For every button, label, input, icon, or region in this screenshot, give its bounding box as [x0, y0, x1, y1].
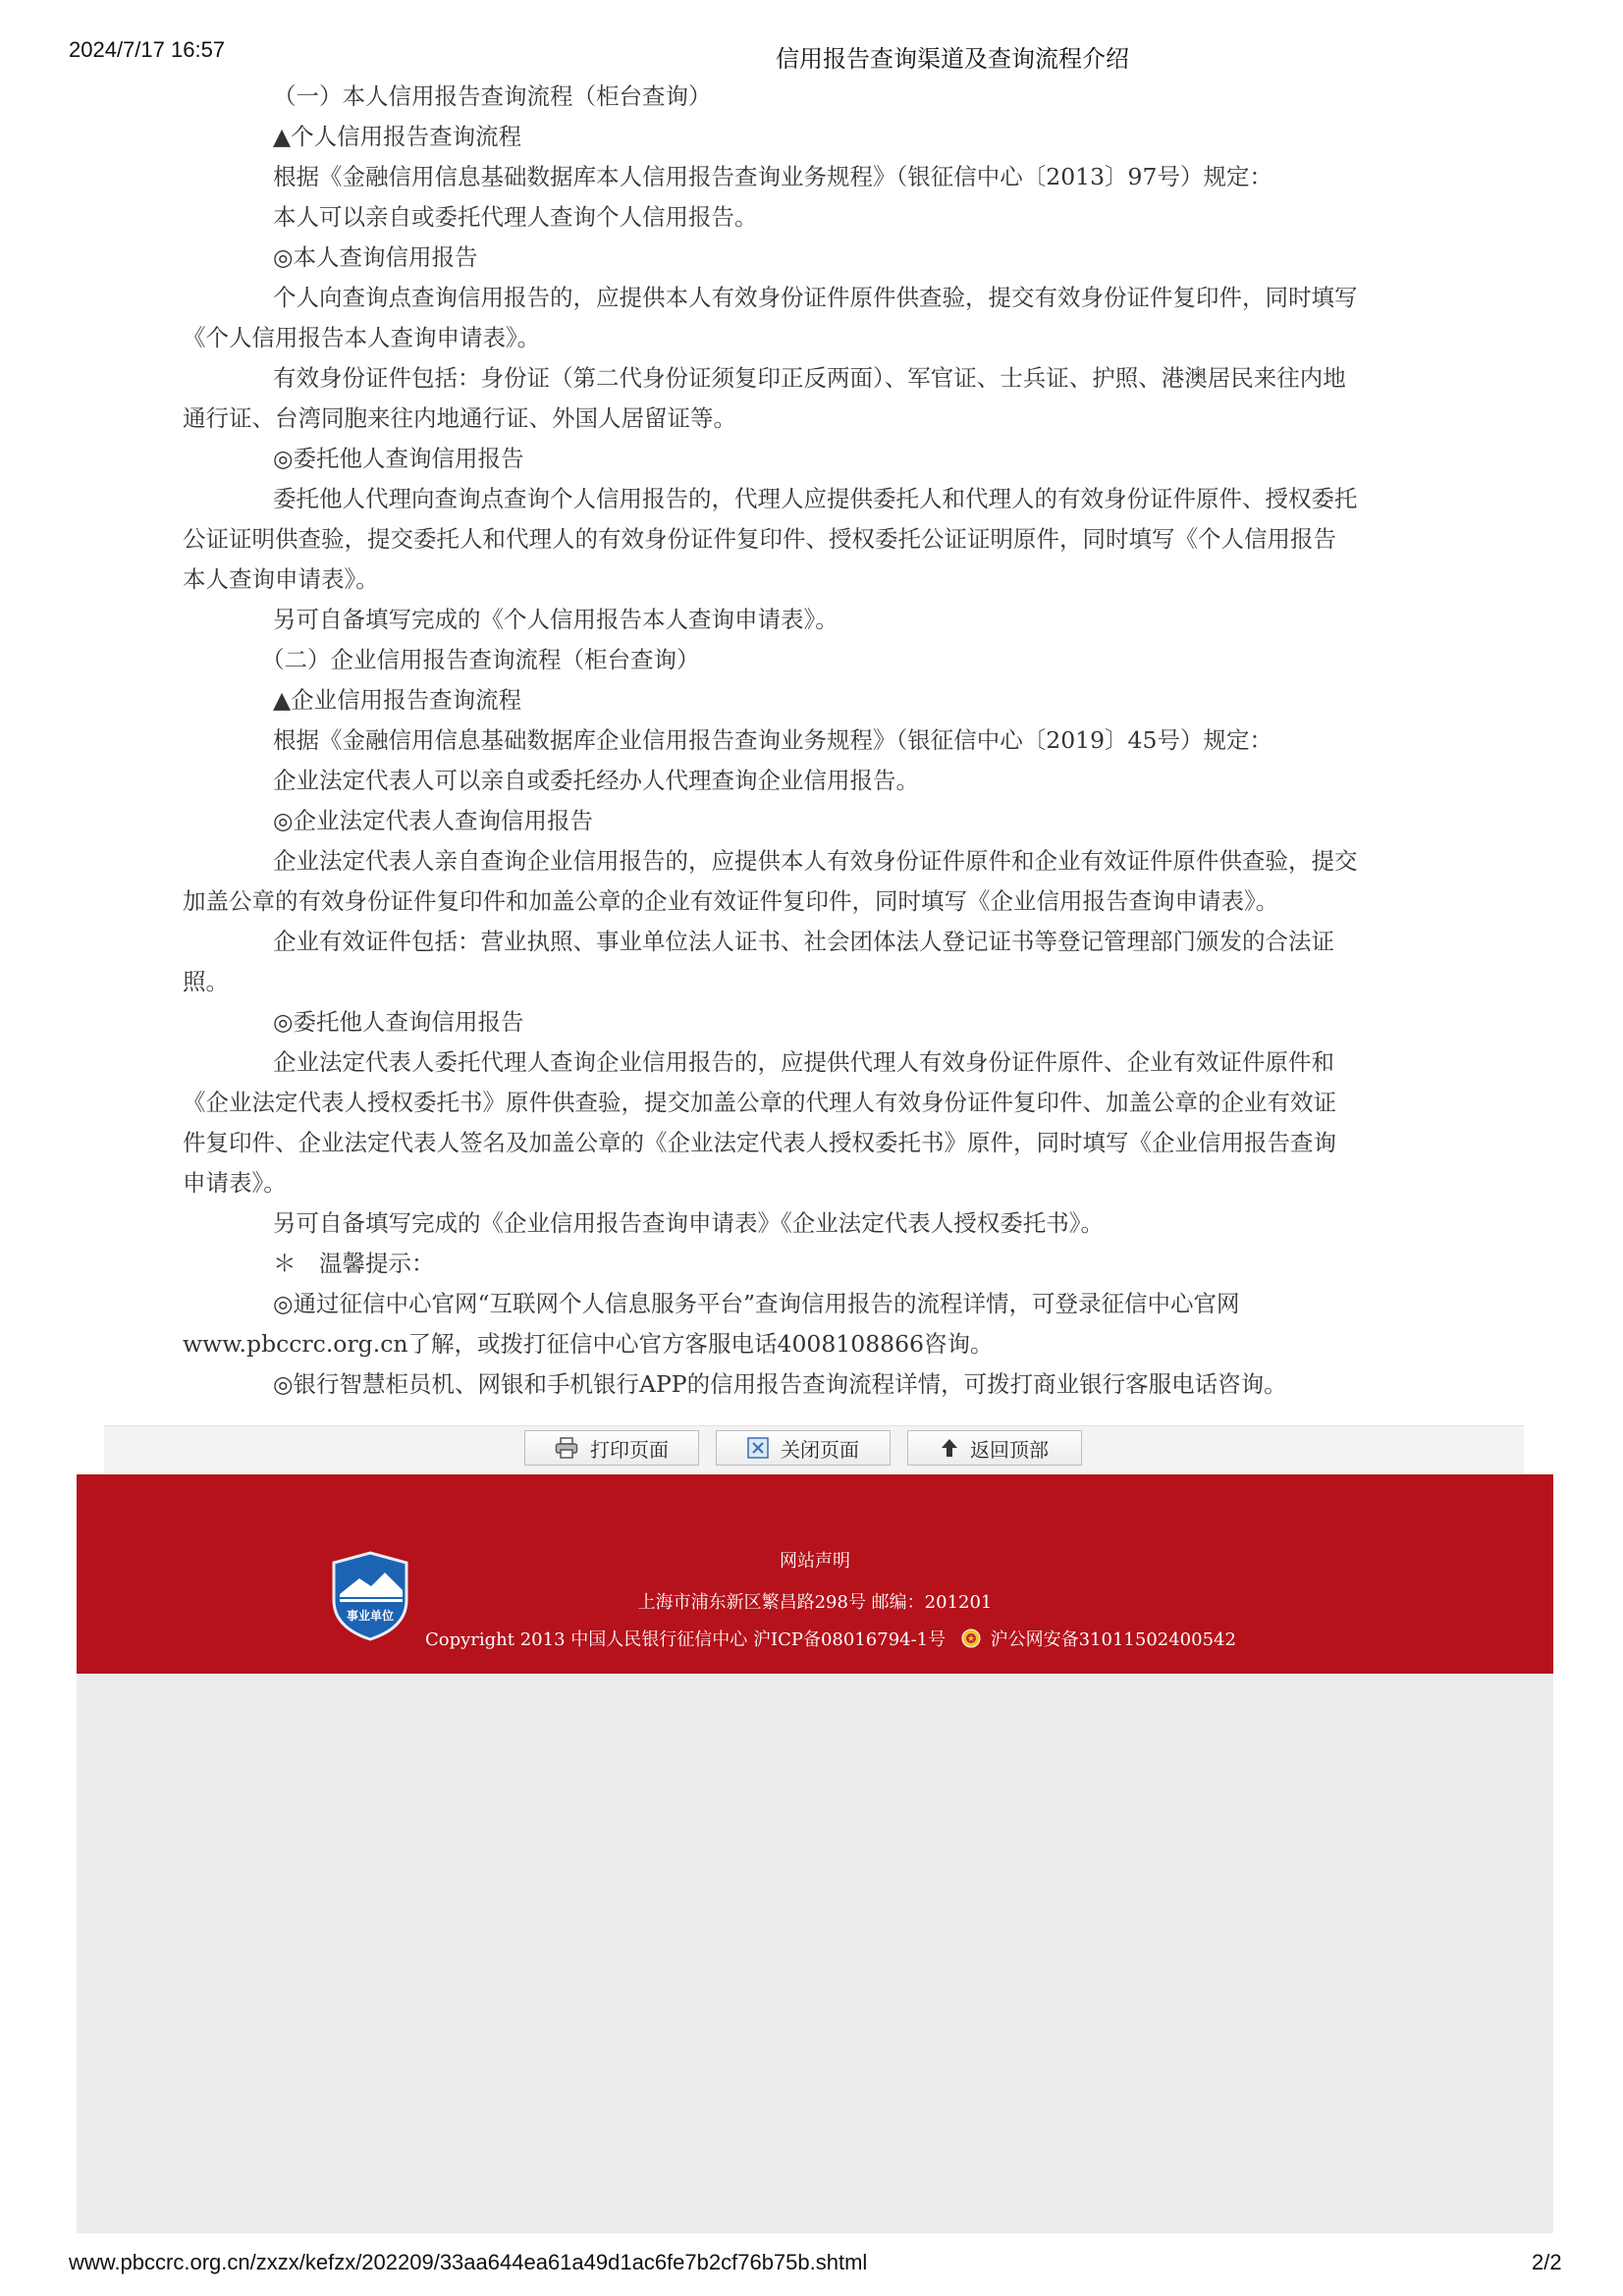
police-emblem-icon [961, 1629, 981, 1648]
empty-page-area [77, 1674, 1553, 2233]
section-heading: （一）本人信用报告查询流程（柜台查询） [273, 82, 712, 110]
paragraph-continued: 通行证、台湾同胞来往内地通行证、外国人居留证等。 [183, 404, 736, 432]
site-statement-link[interactable]: 网站声明 [780, 1551, 850, 1572]
print-footer-url: www.pbccrc.org.cn/zxzx/kefzx/202209/33aa644ea61a49d1ac6fe7b2cf76b75b.shtml [69, 2250, 868, 2274]
paragraph-continued: www.pbccrc.org.cn了解，或拨打征信中心官方客服电话4008108866咨询。 [183, 1330, 994, 1358]
page-toolbar [104, 1425, 1524, 1473]
paragraph: 另可自备填写完成的《个人信用报告本人查询申请表》。 [273, 606, 839, 633]
subsection-heading: ◎本人查询信用报告 [273, 243, 478, 271]
paragraph: 另可自备填写完成的《企业信用报告查询申请表》《企业法定代表人授权委托书》。 [273, 1209, 1104, 1237]
close-page-button[interactable] [716, 1430, 891, 1466]
paragraph: 委托他人代理向查询点查询个人信用报告的，代理人应提供委托人和代理人的有效身份证件原件、授权委托 [273, 485, 1358, 512]
footer-copyright: Copyright 2013 中国人民银行征信中心 沪ICP备08016794-1号 [425, 1629, 947, 1650]
section-heading: （二）企业信用报告查询流程（柜台查询） [261, 646, 700, 673]
paragraph: 企业有效证件包括：营业执照、事业单位法人证书、社会团体法人登记证书等登记管理部门颁发的合法证 [273, 928, 1334, 955]
paragraph: 企业法定代表人亲自查询企业信用报告的，应提供本人有效身份证件原件和企业有效证件原件供查验，提交 [273, 847, 1358, 875]
close-window-icon [747, 1437, 769, 1459]
back-to-top-label: 返回顶部 [970, 1437, 1049, 1462]
paragraph: 个人向查询点查询信用报告的，应提供本人有效身份证件原件供查验，提交有效身份证件复印件，同时填写 [273, 284, 1358, 311]
print-header-title: 信用报告查询渠道及查询流程介绍 [776, 45, 1129, 73]
paragraph: 根据《金融信用信息基础数据库本人信用报告查询业务规程》（银征信中心〔2013〕97号）规定： [273, 163, 1272, 190]
site-footer [77, 1474, 1553, 1674]
back-to-top-button[interactable] [907, 1430, 1082, 1466]
print-page-button[interactable] [524, 1430, 699, 1466]
paragraph: 企业法定代表人委托代理人查询企业信用报告的，应提供代理人有效身份证件原件、企业有效证件原件和 [273, 1048, 1334, 1076]
paragraph: 企业法定代表人可以亲自或委托经办人代理查询企业信用报告。 [273, 767, 919, 794]
paragraph-continued: 《企业法定代表人授权委托书》原件供查验，提交加盖公章的代理人有效身份证件复印件、加盖公章的企业有效证 [183, 1089, 1336, 1116]
subsection-heading: ▲企业信用报告查询流程 [273, 686, 522, 714]
print-page-label: 打印页面 [590, 1437, 669, 1462]
paragraph: 本人可以亲自或委托代理人查询个人信用报告。 [273, 203, 758, 231]
printer-icon [555, 1437, 578, 1459]
badge-text: 事业单位 [346, 1609, 395, 1623]
paragraph-continued: 公证证明供查验，提交委托人和代理人的有效身份证件复印件、授权委托公证证明原件，同时填写《个人信用报告 [183, 525, 1336, 553]
close-page-label: 关闭页面 [781, 1437, 859, 1462]
paragraph: 有效身份证件包括：身份证（第二代身份证须复印正反两面）、军官证、士兵证、护照、港澳居民来往内地 [273, 364, 1346, 392]
tip-item: ◎银行智慧柜员机、网银和手机银行APP的信用报告查询流程详情，可拨打商业银行客服电话咨询。 [273, 1370, 1287, 1398]
footer-copyright-line [425, 1626, 1236, 1651]
paragraph-continued: 本人查询申请表》。 [183, 565, 379, 593]
subsection-heading: ◎委托他人查询信用报告 [273, 1008, 524, 1036]
subsection-heading: ◎企业法定代表人查询信用报告 [273, 807, 594, 834]
paragraph-continued: 照。 [183, 968, 229, 995]
paragraph-continued: 件复印件、企业法定代表人签名及加盖公章的《企业法定代表人授权委托书》原件，同时填写《企业信用报告查询 [183, 1129, 1336, 1156]
footer-police-record-link[interactable]: 沪公网安备31011502400542 [990, 1629, 1236, 1650]
paragraph-continued: 《个人信用报告本人查询申请表》。 [183, 324, 541, 351]
footer-address: 上海市浦东新区繁昌路298号 邮编：201201 [637, 1592, 993, 1613]
print-footer-page-number: 2/2 [1532, 2250, 1562, 2274]
paragraph-continued: 加盖公章的有效身份证件复印件和加盖公章的企业有效证件复印件，同时填写《企业信用报告查询申请表》。 [183, 887, 1279, 915]
print-header-datetime: 2024/7/17 16:57 [69, 37, 226, 62]
arrow-up-icon [941, 1438, 958, 1458]
subsection-heading: ◎委托他人查询信用报告 [273, 445, 524, 472]
subsection-heading: ▲个人信用报告查询流程 [273, 123, 522, 150]
article-body [183, 77, 1449, 1405]
paragraph-continued: 申请表》。 [183, 1169, 287, 1197]
tip-item: ◎通过征信中心官网“互联网个人信息服务平台”查询信用报告的流程详情，可登录征信中心官网 [273, 1290, 1240, 1317]
tip-heading: ＊ 温馨提示： [273, 1250, 435, 1277]
paragraph: 根据《金融信用信息基础数据库企业信用报告查询业务规程》（银征信中心〔2019〕45号）规定： [273, 726, 1272, 754]
